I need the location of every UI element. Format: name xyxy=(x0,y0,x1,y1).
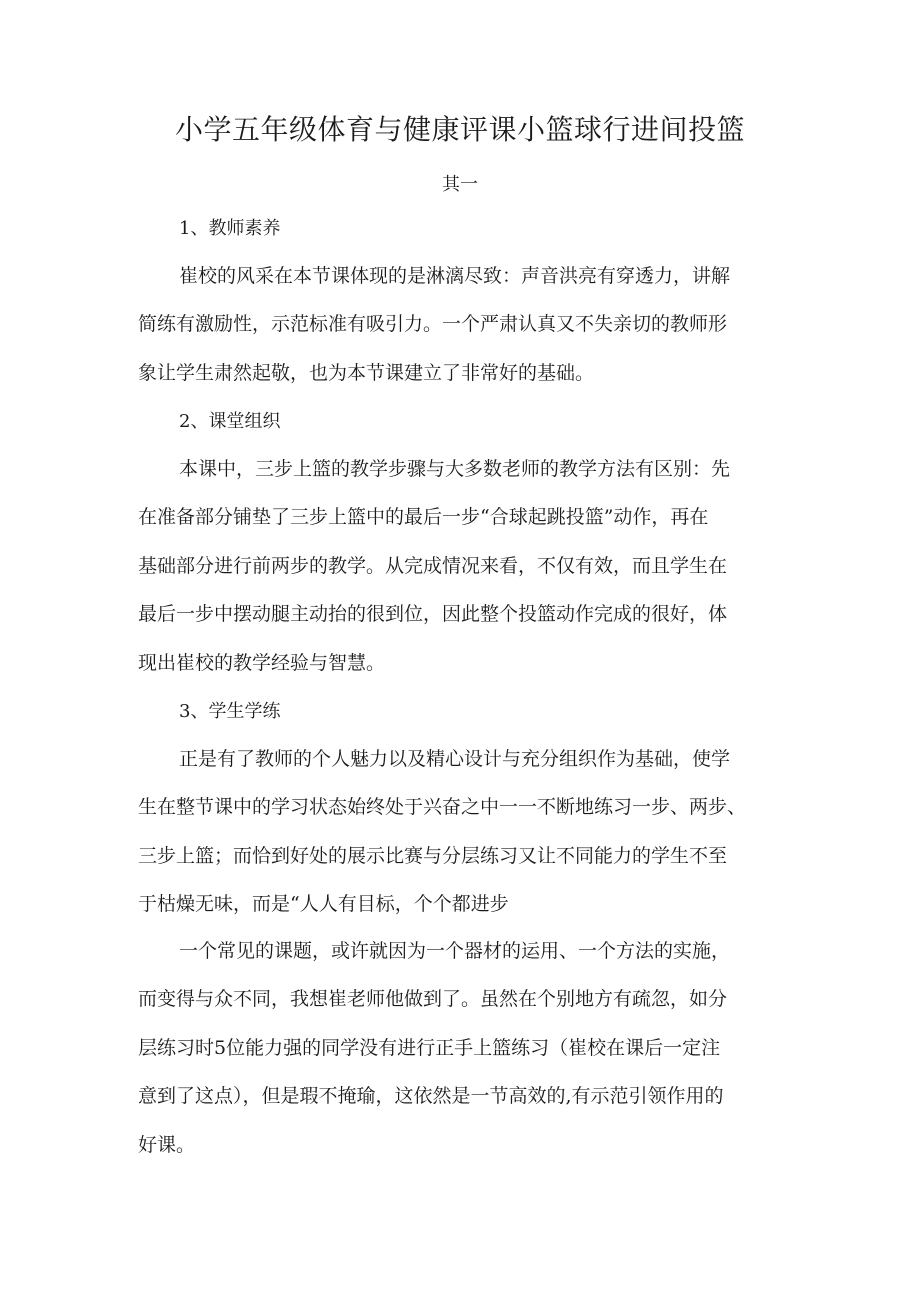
paragraph-line: 本课中，三步上篮的教学步骤与大多数老师的教学方法有区别：先 xyxy=(179,458,731,480)
paragraph-line: 象让学生肃然起敬，也为本节课建立了非常好的基础。 xyxy=(138,361,595,384)
paragraph-line: 基础部分进行前两步的教学。从完成情况来看，不仅有效，而且学生在 xyxy=(138,554,728,577)
paragraph-line: 层练习时5位能力强的同学没有进行正手上篮练习（崔校在课后一定注 xyxy=(138,1036,721,1059)
paragraph-line: 崔校的风采在本节课体现的是淋漓尽致：声音洪亮有穿透力，讲解 xyxy=(179,265,731,287)
section-paragraph-1 xyxy=(138,252,788,397)
section-paragraph-2 xyxy=(138,445,788,687)
paragraph-line: 意到了这点），但是瑕不掩瑜，这依然是一节高效的,有示范引领作用的 xyxy=(138,1085,724,1108)
document-subtitle: 其一 xyxy=(442,174,478,195)
section-paragraph-3 xyxy=(138,735,788,929)
section-heading-1: 1、教师素养 xyxy=(179,218,281,239)
paragraph-line: 好课。 xyxy=(138,1133,196,1156)
document-title: 小学五年级体育与健康评课小篮球行进间投篮 xyxy=(174,113,745,146)
paragraph-line: 一个常见的课题，或许就因为一个器材的运用、一个方法的实施， xyxy=(179,940,731,962)
paragraph-line: 于枯燥无味，而是“人人有目标，个个都进步 xyxy=(138,893,509,916)
paragraph-line: 现出崔校的教学经验与智慧。 xyxy=(138,651,386,674)
closing-paragraph xyxy=(138,927,788,1169)
paragraph-line: 而变得与众不同，我想崔老师他做到了。虽然在个别地方有疏忽，如分 xyxy=(138,988,728,1011)
paragraph-line: 最后一步中摆动腿主动抬的很到位，因此整个投篮动作完成的很好，体 xyxy=(138,603,728,626)
paragraph-line: 三步上篮；而恰到好处的展示比赛与分层练习又让不同能力的学生不至 xyxy=(138,844,728,867)
section-heading-3: 3、学生学练 xyxy=(179,701,281,722)
paragraph-line: 生在整节课中的学习状态始终处于兴奋之中一一不断地练习一步、两步、 xyxy=(138,796,747,819)
paragraph-line: 简练有激励性，示范标准有吸引力。一个严肃认真又不失亲切的教师形 xyxy=(138,313,728,336)
paragraph-line: 在准备部分铺垫了三步上篮中的最后一步“合球起跳投篮”动作，再在 xyxy=(138,506,709,529)
paragraph-line: 正是有了教师的个人魅力以及精心设计与充分组织作为基础，使学 xyxy=(179,748,731,770)
section-heading-2: 2、课堂组织 xyxy=(179,411,281,432)
